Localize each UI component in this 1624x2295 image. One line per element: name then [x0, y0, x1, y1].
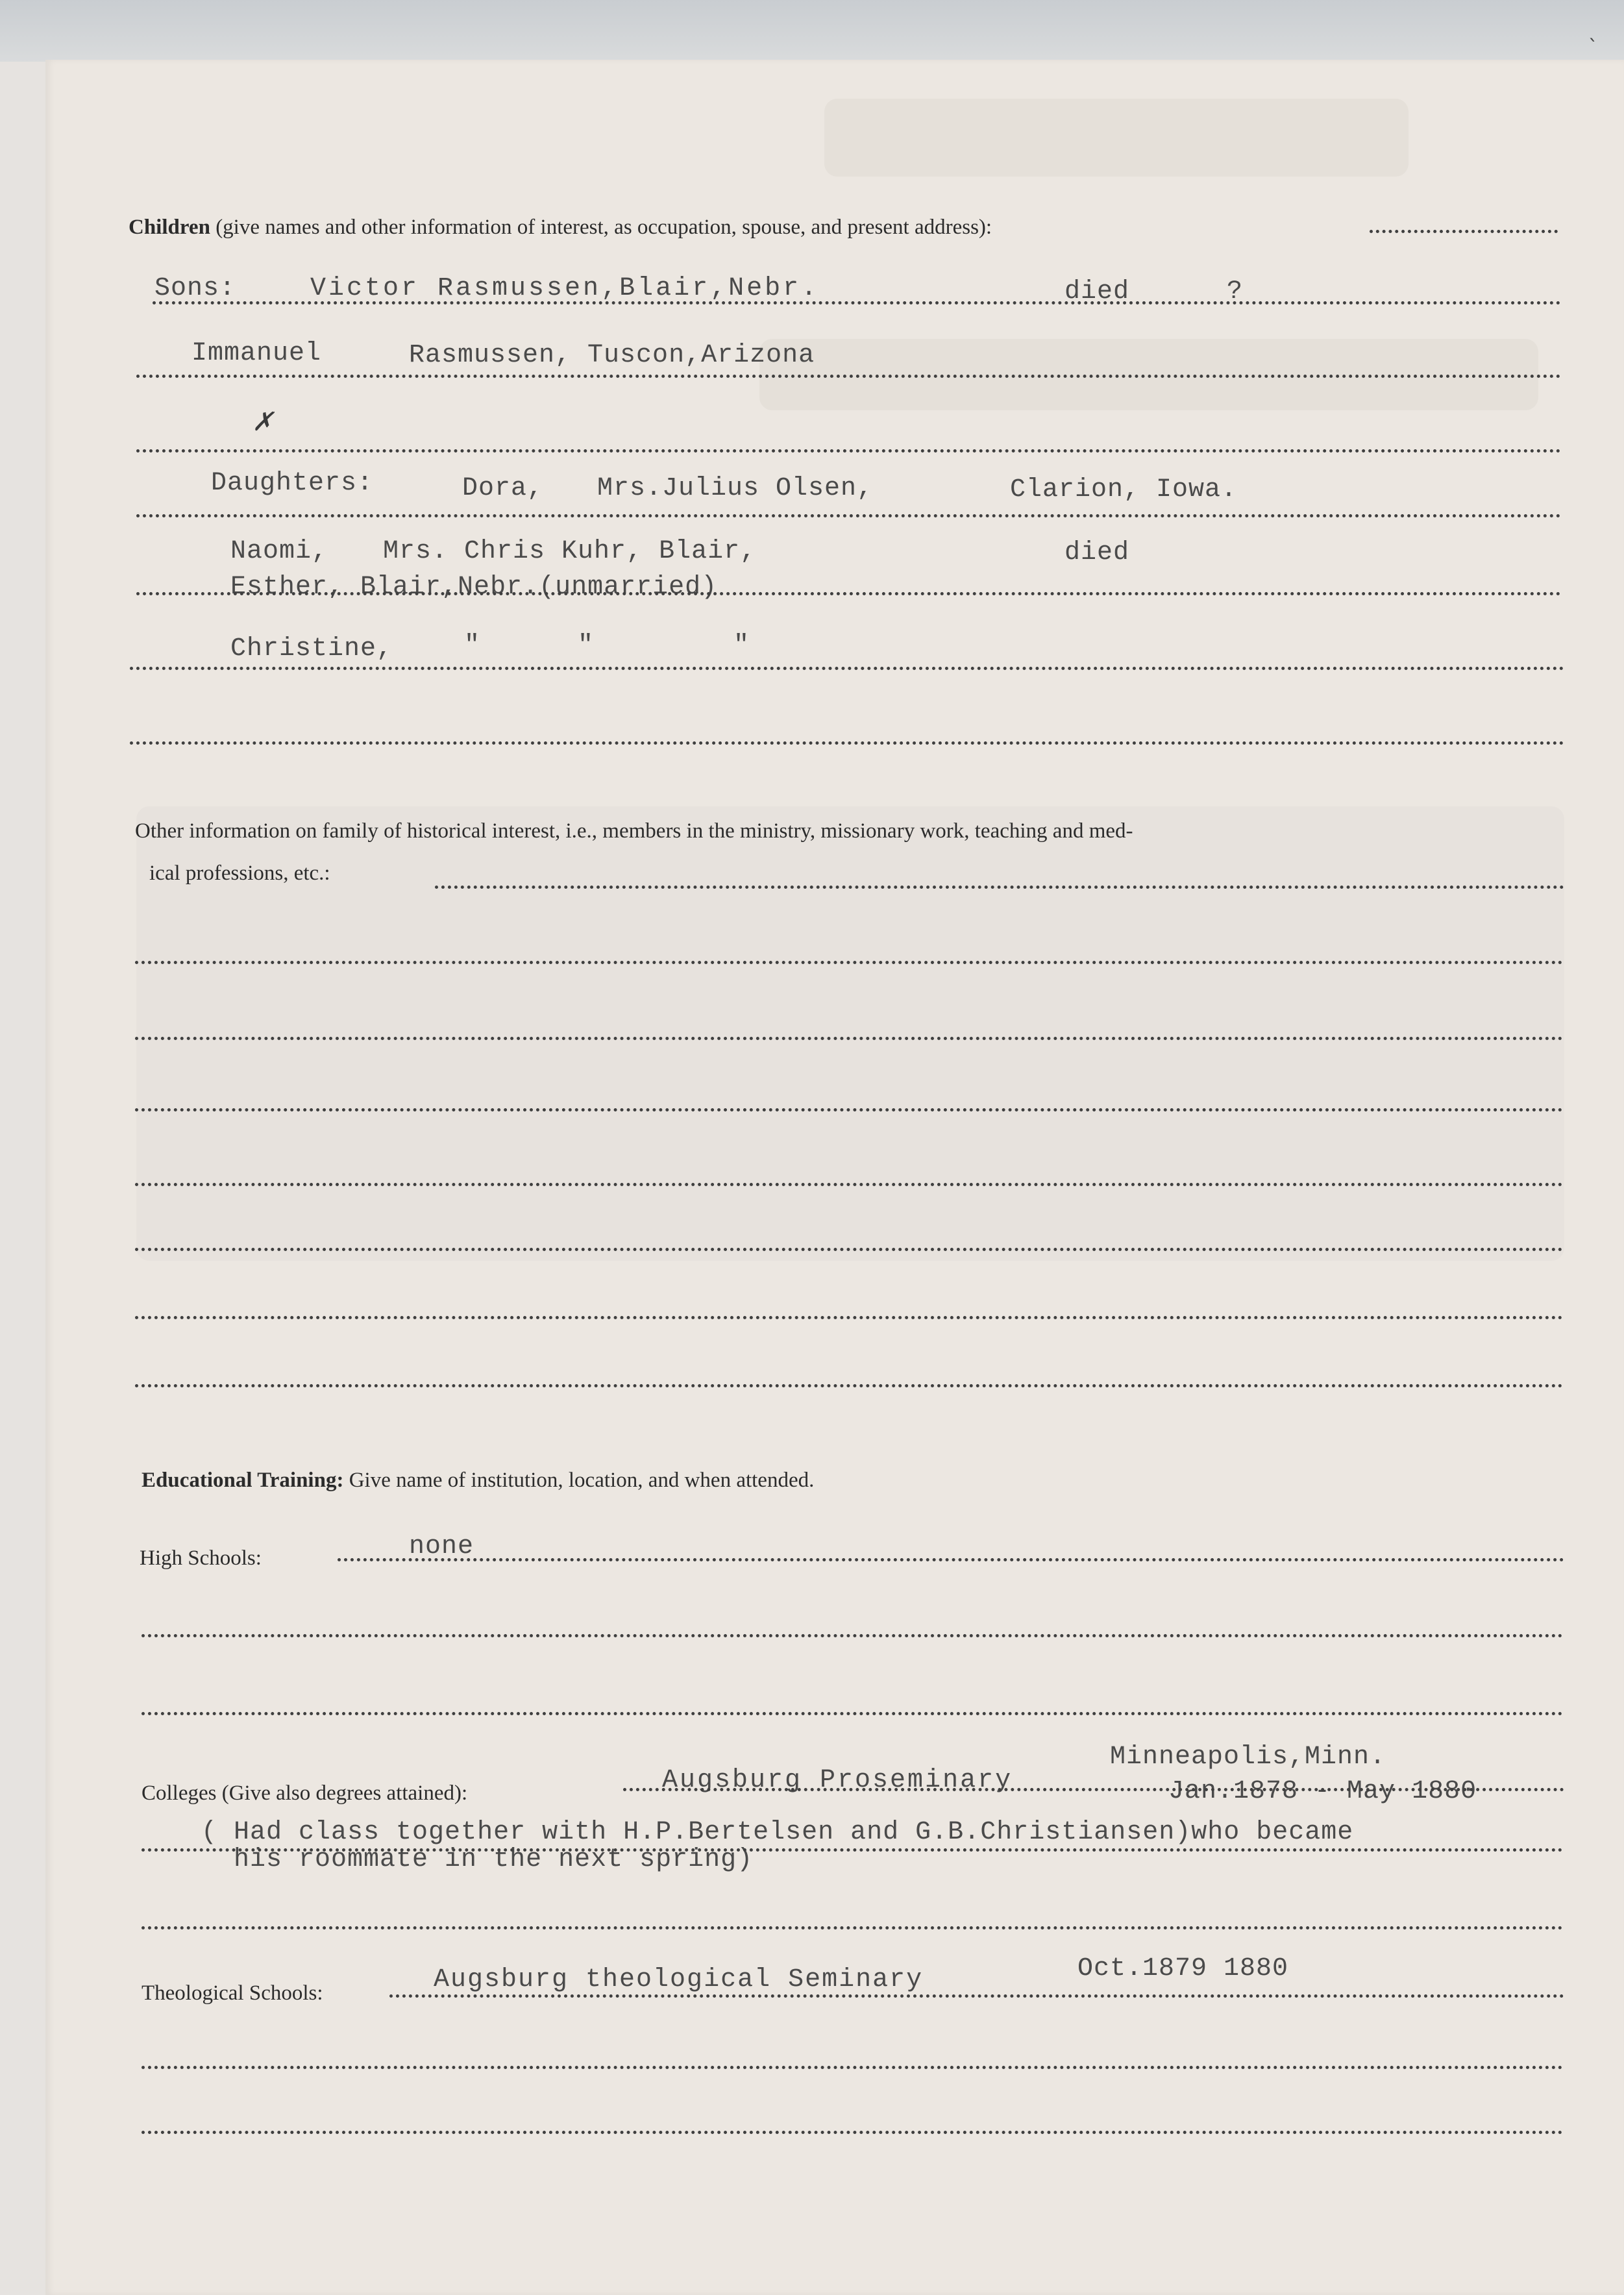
son-1-status: died: [1064, 277, 1130, 306]
college-place: Minneapolis,Minn.: [1110, 1743, 1386, 1772]
education-prompt: [141, 1469, 814, 1493]
colleges-label: Colleges (Give also degrees attained):: [141, 1781, 468, 1805]
education-heading: Educational Training:: [141, 1469, 344, 1492]
daughter-2-status: died: [1064, 538, 1130, 567]
answer-line: [135, 1248, 1563, 1251]
answer-line: [136, 449, 1561, 453]
answer-line: [141, 2066, 1563, 2069]
education-instruction: Give name of institution, location, and when attended.: [349, 1469, 815, 1492]
daughter-4-name: Christine,: [230, 634, 393, 664]
son-1: Victor Rasmussen,Blair,Nebr.: [310, 274, 820, 303]
answer-line: [135, 1037, 1563, 1040]
daughter-1-name: Dora,: [462, 474, 544, 503]
answer-line: [141, 1926, 1563, 1929]
corner-mark: ˎ: [1588, 19, 1598, 42]
bleed-through-shadow: [136, 806, 1564, 1261]
son-1-date: ?: [1227, 277, 1244, 306]
daughters-label: Daughters:: [211, 469, 374, 498]
son-2-first-name: Immanuel: [191, 339, 322, 368]
daughter-1-place: Clarion, Iowa.: [1010, 475, 1238, 504]
daughter-3: Esther, Blair,Nebr.(unmarried): [230, 573, 718, 602]
seminary-dates: Oct.1879 1880: [1077, 1954, 1289, 1983]
answer-line: [130, 667, 1564, 670]
other-info-prompt-line-1: Other information on family of historical interest, i.e., members in the ministry, missionary work, teaching and med-: [135, 819, 1133, 843]
answer-line: [141, 2131, 1563, 2134]
ditto-mark: ": [464, 631, 481, 660]
answer-line: [141, 1712, 1563, 1715]
children-instruction: (give names and other information of interest, as occupation, spouse, and present address):: [215, 216, 992, 239]
answer-line: [141, 1848, 1563, 1852]
answer-line: [135, 1183, 1563, 1186]
document-page: [45, 60, 1624, 2295]
high-schools-label: High Schools:: [140, 1546, 262, 1570]
children-count-line: [1370, 230, 1558, 233]
high-school-entry: none: [409, 1532, 474, 1561]
daughter-2-name: Naomi,: [230, 537, 328, 566]
answer-line: [623, 1788, 1564, 1791]
answer-line: [136, 375, 1561, 378]
ditto-mark: ": [733, 631, 750, 660]
daughter-1-spouse: Mrs.Julius Olsen,: [597, 474, 874, 503]
answer-line: [136, 514, 1561, 517]
answer-line: [135, 1316, 1563, 1319]
college-dates: Jan.1878 - May 1880: [1168, 1777, 1477, 1806]
answer-line: [338, 1558, 1564, 1561]
check-mark: ✗: [252, 407, 274, 437]
answer-line: [130, 741, 1564, 745]
answer-line: [141, 1634, 1563, 1637]
answer-line: [153, 301, 1561, 304]
other-info-prompt-line-2: ical professions, etc.:: [149, 862, 330, 885]
seminary-name: Augsburg theological Seminary: [434, 1965, 924, 1994]
answer-line: [136, 592, 1561, 595]
theological-schools-label: Theological Schools:: [141, 1981, 323, 2005]
scan-background: [0, 0, 1624, 62]
answer-line: [389, 1994, 1564, 1998]
sons-label: Sons:: [154, 274, 236, 303]
bleed-through-shadow: [824, 99, 1409, 177]
son-2-details: Rasmussen, Tuscon,Arizona: [409, 341, 815, 370]
daughter-2-spouse: Mrs. Chris Kuhr, Blair,: [383, 537, 757, 566]
children-heading: Children: [129, 216, 210, 239]
college-name: Augsburg Proseminary: [662, 1766, 1013, 1795]
ditto-mark: ": [578, 631, 595, 660]
college-note-line-2: his roommate in the next spring): [234, 1845, 754, 1874]
answer-line: [135, 961, 1563, 964]
answer-line: [135, 1108, 1563, 1111]
college-note-line-1: ( Had class together with H.P.Bertelsen and G.B.Christiansen)who became: [201, 1818, 1354, 1847]
answer-line: [435, 886, 1564, 889]
answer-line: [135, 1384, 1563, 1387]
children-prompt: [129, 216, 992, 240]
